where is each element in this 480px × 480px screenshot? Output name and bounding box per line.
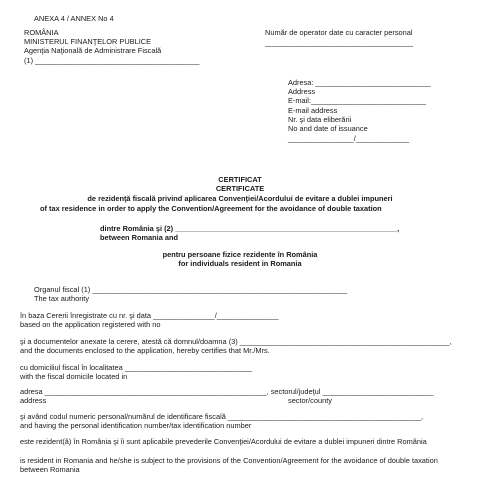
individuals-en: for individuals resident in Romania: [178, 259, 302, 268]
authority-footnote-field[interactable]: (1) ________________________________________: [24, 56, 200, 65]
ministry-name: MINISTERUL FINANŢELOR PUBLICE: [24, 37, 152, 46]
individuals-ro: pentru persoane fizice rezidente în România: [162, 250, 318, 259]
between-country-field[interactable]: dintre România şi (2) ______________________________________________________,: [100, 224, 400, 233]
street-address-label-en: address: [20, 396, 47, 405]
title-line-en: of tax residence in order to apply the Convention/Agreement for the avoidance of double taxation: [40, 204, 382, 213]
tax-authority-label-en: The tax authority: [34, 294, 90, 303]
email-field[interactable]: E-mail:____________________________: [288, 96, 427, 105]
between-label-en: between Romania and: [100, 233, 179, 242]
application-number-field[interactable]: în baza Cererii înregistrate cu nr. şi data _______________/_______________: [20, 311, 279, 320]
email-label-en: E-mail address: [288, 106, 338, 115]
tax-authority-field[interactable]: Organul fiscal (1) ______________________________________________________________: [34, 285, 348, 294]
annex-number: ANEXA 4 / ANNEX No 4: [34, 14, 114, 23]
sector-label-en: sector/county: [288, 396, 332, 405]
title-line-ro: de rezidenţă fiscală privind aplicarea Convenţiei/Acordului de evitare a dublei impuneri: [87, 194, 393, 203]
operator-label: Număr de operator date cu caracter personal: [265, 28, 413, 37]
address-field[interactable]: Adresa: ____________________________: [288, 78, 431, 87]
application-number-label-en: based on the application registered with no: [20, 320, 161, 329]
identification-number-label-en: and having the personal identification number/tax identification number: [20, 421, 252, 430]
issue-number-field[interactable]: ________________/_____________: [288, 134, 410, 143]
identification-number-field[interactable]: şi având codul numeric personal/numărul de identificare fiscală _______________________________________________,: [20, 412, 424, 421]
address-label-en: Address: [288, 87, 316, 96]
country-name: ROMÂNIA: [24, 28, 59, 37]
locality-label-en: with the fiscal domicile located in: [20, 372, 128, 381]
residence-statement-ro: este rezident(ă) în România şi îi sunt aplicabile prevederile Convenţiei/Acordului de evitare a dublei impuneri dintre România: [20, 437, 427, 446]
person-name-field[interactable]: şi a documentelor anexate la cerere, atestă că domnul/doamna (3) ___________________________________________________,: [20, 337, 452, 346]
street-address-field[interactable]: adresa ______________________________________________________, sectorul/judeţul ___________________________: [20, 387, 434, 396]
title-certificat: CERTIFICAT: [218, 175, 262, 184]
operator-field[interactable]: ____________________________________: [265, 38, 413, 47]
issue-number-label: Nr. şi data eliberării: [288, 115, 352, 124]
residence-statement-en: is resident in Romania and he/she is subject to the provisions of the Convention/Agreement for the avoidance of double taxation between Romania: [20, 456, 438, 474]
title-certificate: CERTIFICATE: [215, 184, 265, 193]
locality-field[interactable]: cu domiciliul fiscal în localitatea _______________________________: [20, 363, 253, 372]
issue-number-label-en: No and date of issuance: [288, 124, 368, 133]
person-name-label-en: and the documents enclosed to the application, hereby certifies that Mr./Mrs.: [20, 346, 270, 355]
agency-name: Agenţia Naţională de Administrare Fiscală: [24, 46, 162, 55]
